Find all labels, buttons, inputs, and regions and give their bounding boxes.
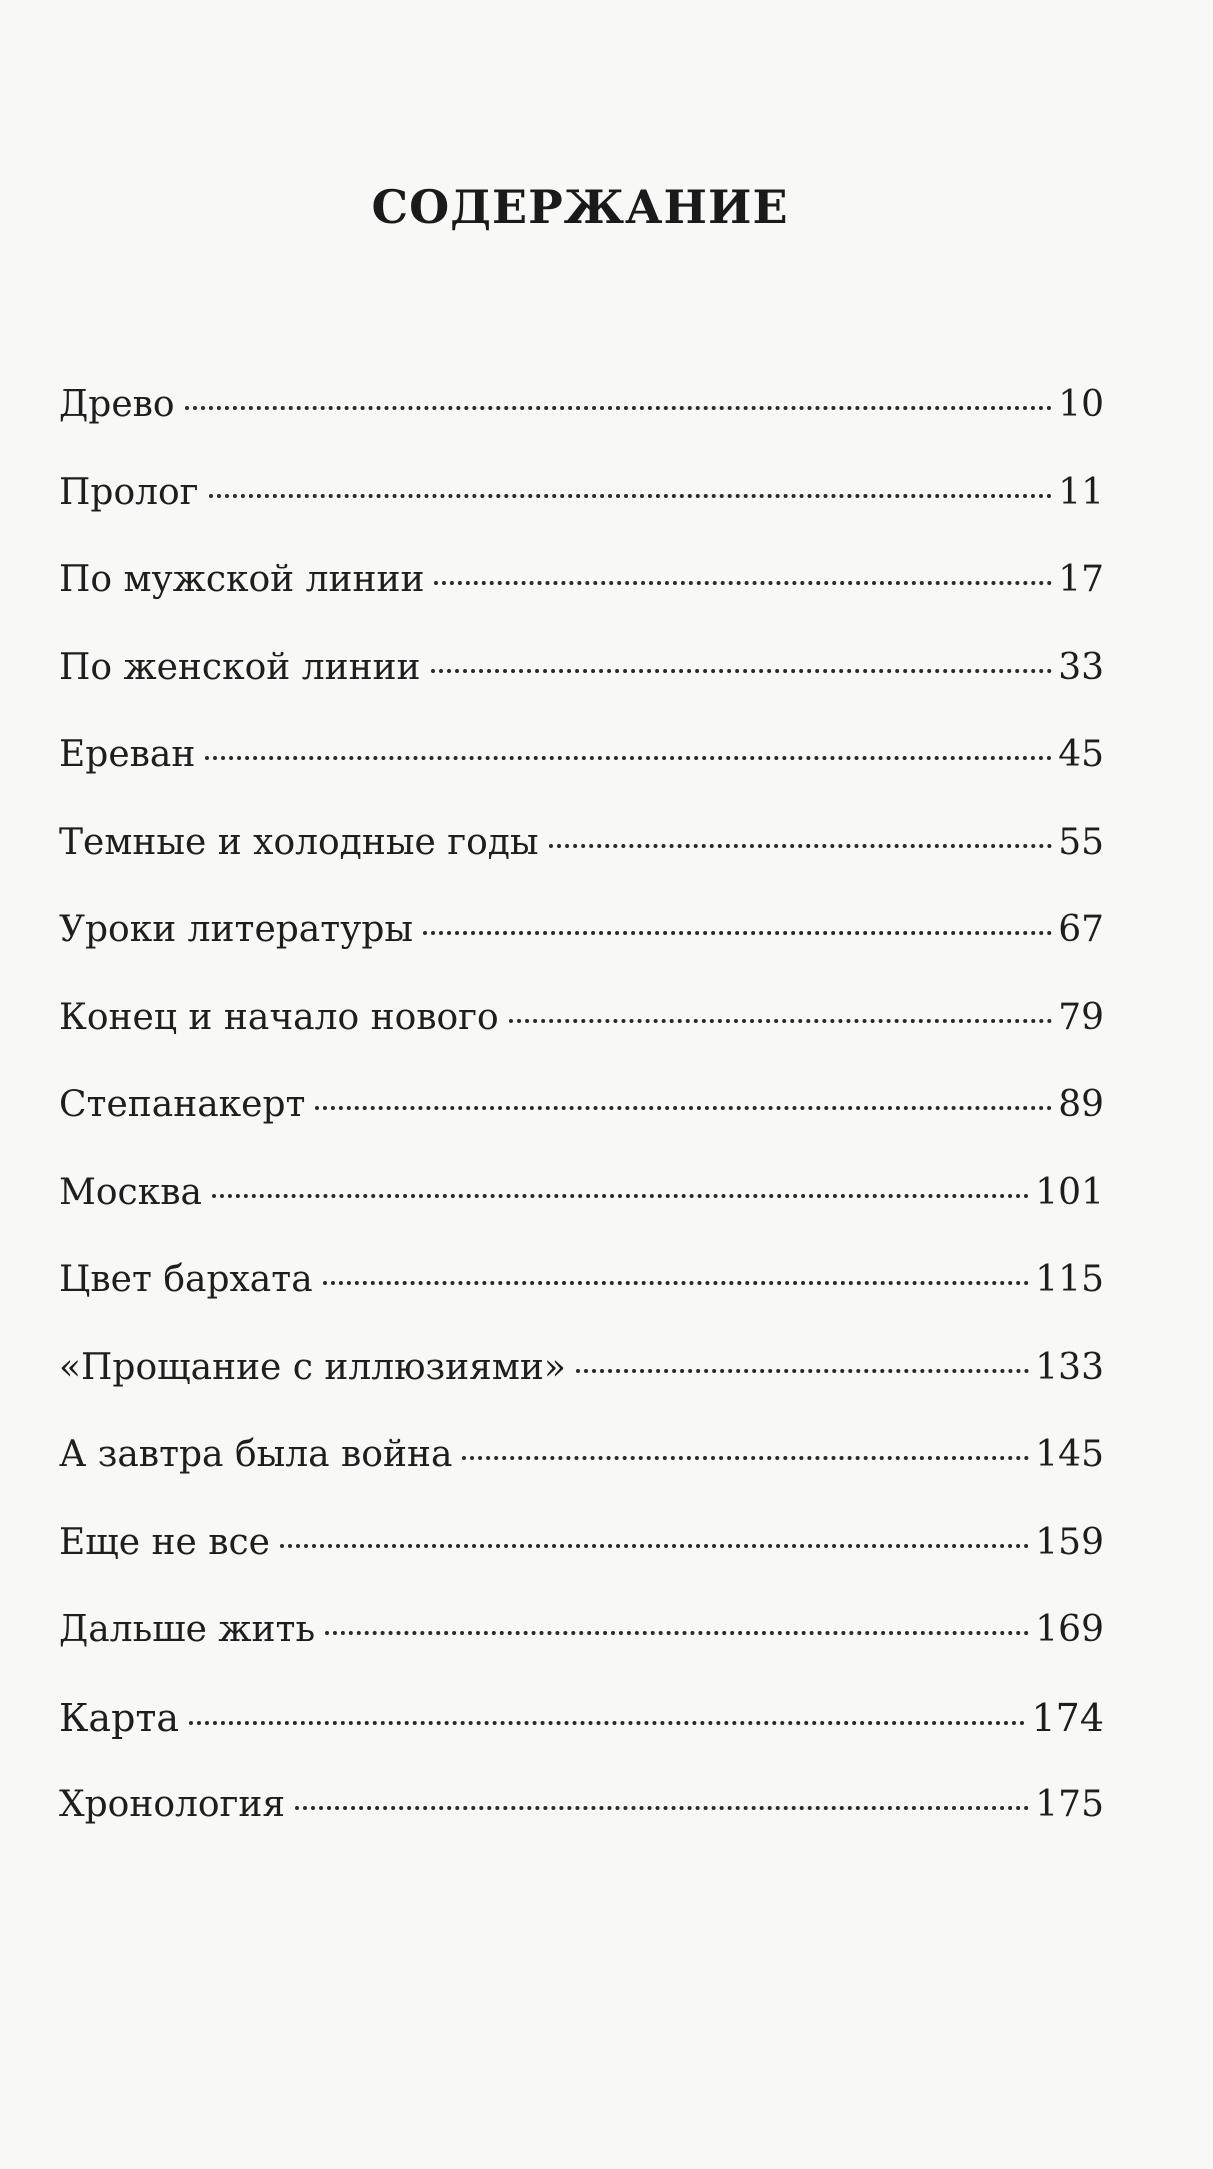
toc-entry-title: Карта [59,1695,180,1740]
toc-entry-page: 133 [1035,1346,1104,1388]
toc-entry-title: Дальше жить [59,1609,316,1650]
dot-leader [185,406,1053,410]
toc-entry-title: Уроки литературы [59,909,414,950]
toc-entry [59,1608,1104,1696]
toc-entry-title: Конец и начало нового [59,996,499,1038]
toc-entry [59,1783,1104,1871]
toc-entry-page: 159 [1035,1521,1104,1563]
dot-leader [323,1281,1030,1285]
toc-entry [59,1696,1104,1784]
toc-entry [59,646,1104,734]
page-title: СОДЕРЖАНИЕ [371,180,789,234]
toc-entry [59,1083,1104,1171]
toc-entry-page: 101 [1035,1171,1104,1213]
toc-entry-title: Древо [59,384,175,425]
toc-entry-title: По мужской линии [59,559,425,600]
toc-entry-page: 33 [1058,646,1104,688]
toc-entry-title: Цвет бархата [59,1259,313,1300]
toc-entry [59,471,1104,559]
toc-entry-title: «Прощание с иллюзиями» [59,1346,566,1388]
toc-entry [59,1521,1104,1609]
dot-leader [431,669,1053,673]
dot-leader [209,494,1053,498]
dot-leader [576,1369,1029,1373]
toc-entry [59,733,1104,821]
dot-leader [189,1721,1025,1725]
dot-leader [315,1106,1052,1110]
toc-entry-page: 169 [1035,1609,1104,1650]
toc-entry-page: 89 [1058,1084,1104,1125]
dot-leader [462,1456,1029,1460]
toc-entry-title: Степанакерт [59,1084,306,1125]
dot-leader [212,1194,1029,1198]
toc-entry [59,1346,1104,1434]
dot-leader [434,581,1052,585]
toc-entry-page: 115 [1035,1259,1104,1300]
toc-entry-title: Еще не все [59,1521,270,1563]
toc-entry-page: 174 [1031,1695,1104,1740]
toc-entry-title: Ереван [59,734,196,775]
toc-entry-page: 10 [1058,384,1104,425]
dot-leader [325,1631,1029,1635]
toc-entry-page: 175 [1035,1784,1104,1825]
dot-leader [295,1806,1029,1810]
toc-entry-page: 145 [1035,1434,1104,1475]
dot-leader [280,1544,1029,1548]
toc-entry-title: Хронология [59,1784,286,1825]
toc-entry-title: А завтра была война [59,1434,453,1475]
toc-entry-page: 45 [1058,734,1104,775]
toc-entry-title: По женской линии [59,646,421,688]
dot-leader [423,931,1052,935]
toc-entry [59,821,1104,909]
toc-entry [59,383,1104,471]
toc-entry-page: 17 [1058,559,1104,600]
toc-entry-title: Пролог [59,471,199,513]
toc-entry-page: 67 [1058,909,1104,950]
toc-entry-page: 55 [1058,821,1104,863]
table-of-contents [59,383,1104,1871]
toc-entry-title: Москва [59,1171,202,1213]
toc-entry-page: 79 [1058,996,1104,1038]
dot-leader [509,1019,1052,1023]
toc-entry [59,1258,1104,1346]
toc-entry-title: Темные и холодные годы [59,821,539,863]
dot-leader [549,844,1053,848]
toc-entry-page: 11 [1058,471,1104,513]
dot-leader [205,756,1052,760]
toc-entry [59,908,1104,996]
toc-entry [59,558,1104,646]
toc-entry [59,1433,1104,1521]
toc-entry [59,996,1104,1084]
toc-entry [59,1171,1104,1259]
